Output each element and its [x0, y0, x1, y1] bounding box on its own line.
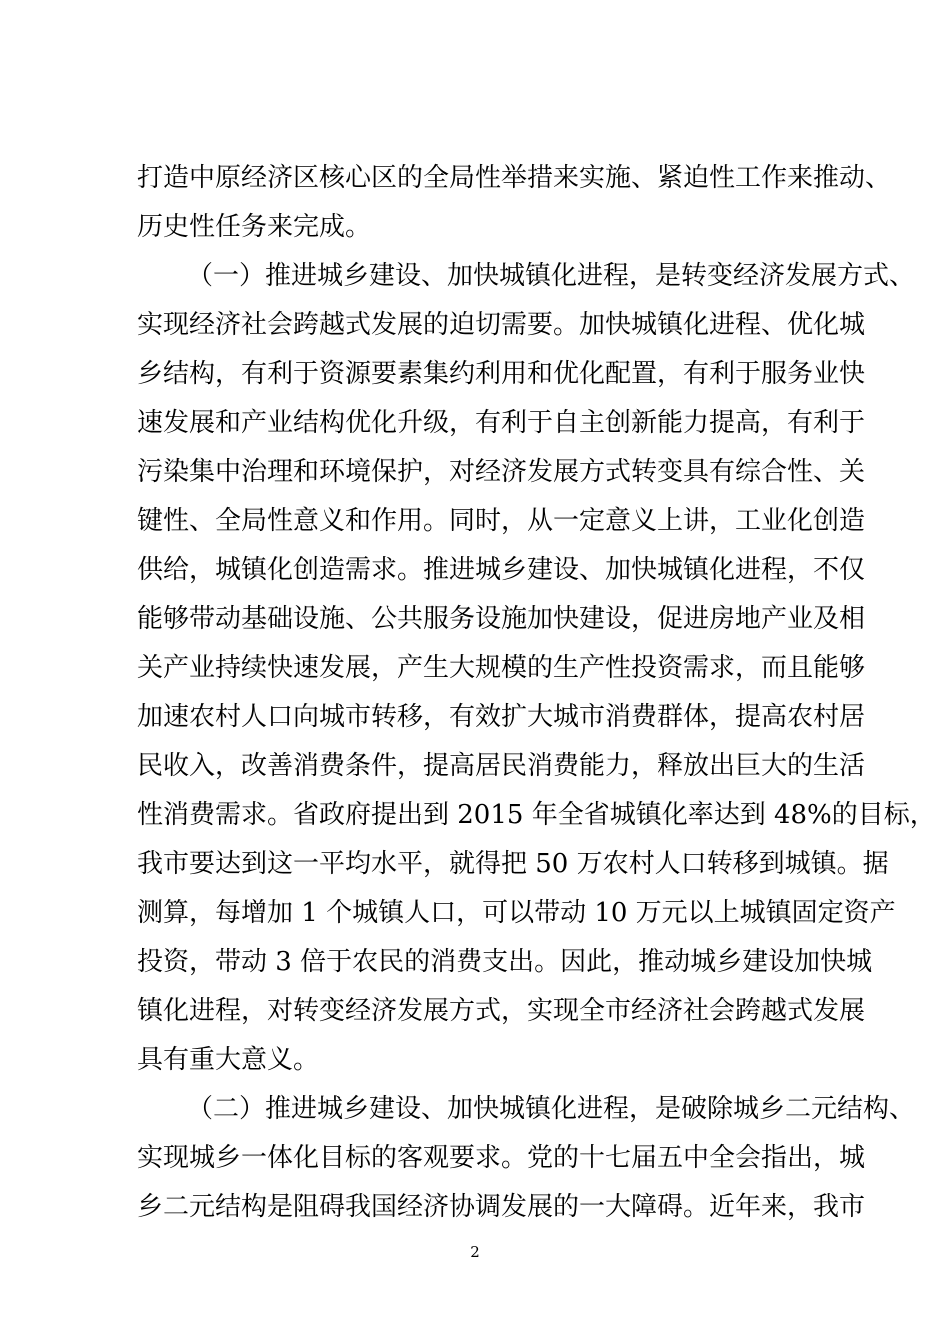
- line-text: 具有重大意义。: [137, 1045, 320, 1075]
- line-text: 镇化进程，对转变经济发展方式，实现全市经济社会跨越式发展: [137, 996, 866, 1026]
- text-line: [0, 646, 950, 690]
- text-line: [0, 793, 950, 837]
- text-line: [0, 695, 950, 739]
- line-text: 民收入，改善消费条件，提高居民消费能力，释放出巨大的生活: [137, 751, 866, 781]
- line-text: 实现经济社会跨越式发展的迫切需要。加快城镇化进程、优化城: [137, 310, 866, 340]
- text-line: [0, 303, 950, 347]
- text-line: [0, 744, 950, 788]
- text-line: [0, 401, 950, 445]
- text-line: [0, 499, 950, 543]
- text-line: [0, 548, 950, 592]
- text-line: [0, 891, 950, 935]
- text-line: [0, 940, 950, 984]
- line-text: 加速农村人口向城市转移，有效扩大城市消费群体，提高农村居: [137, 702, 866, 732]
- text-line: [0, 1038, 950, 1082]
- text-line: [0, 352, 950, 396]
- line-text: 实现城乡一体化目标的客观要求。党的十七届五中全会指出，城: [137, 1143, 866, 1173]
- line-text: 键性、全局性意义和作用。同时，从一定意义上讲，工业化创造: [137, 506, 866, 536]
- line-text: （一）推进城乡建设、加快城镇化进程，是转变经济发展方式、: [187, 261, 916, 291]
- line-text: 供给，城镇化创造需求。推进城乡建设、加快城镇化进程，不仅: [137, 555, 866, 585]
- text-line: [0, 205, 950, 249]
- page-number: 2: [470, 1243, 480, 1261]
- text-line: [0, 254, 950, 298]
- text-line: [0, 842, 950, 886]
- line-text: 测算，每增加 1 个城镇人口，可以带动 10 万元以上城镇固定资产: [137, 898, 896, 928]
- line-text: 乡结构，有利于资源要素集约利用和优化配置，有利于服务业快: [137, 359, 866, 389]
- line-text: 能够带动基础设施、公共服务设施加快建设，促进房地产业及相: [137, 604, 866, 634]
- text-line: [0, 989, 950, 1033]
- line-text: 乡二元结构是阻碍我国经济协调发展的一大障碍。近年来，我市: [137, 1192, 866, 1222]
- text-line: [0, 1136, 950, 1180]
- line-text: 速发展和产业结构优化升级，有利于自主创新能力提高，有利于: [137, 408, 866, 438]
- text-line: [0, 450, 950, 494]
- text-line: [0, 597, 950, 641]
- text-line: [0, 156, 950, 200]
- line-text: 关产业持续快速发展，产生大规模的生产性投资需求，而且能够: [137, 653, 866, 683]
- text-line: [0, 1087, 950, 1131]
- line-text: 历史性任务来完成。: [137, 212, 372, 242]
- line-text: （二）推进城乡建设、加快城镇化进程，是破除城乡二元结构、: [187, 1094, 916, 1124]
- line-text: 污染集中治理和环境保护，对经济发展方式转变具有综合性、关: [137, 457, 866, 487]
- line-text: 性消费需求。省政府提出到 2015 年全省城镇化率达到 48%的目标，: [137, 800, 936, 830]
- line-text: 我市要达到这一平均水平，就得把 50 万农村人口转移到城镇。据: [137, 849, 889, 879]
- text-line: [0, 1185, 950, 1229]
- line-text: 投资，带动 3 倍于农民的消费支出。因此，推动城乡建设加快城: [137, 947, 873, 977]
- line-text: 打造中原经济区核心区的全局性举措来实施、紧迫性工作来推动、: [137, 163, 892, 193]
